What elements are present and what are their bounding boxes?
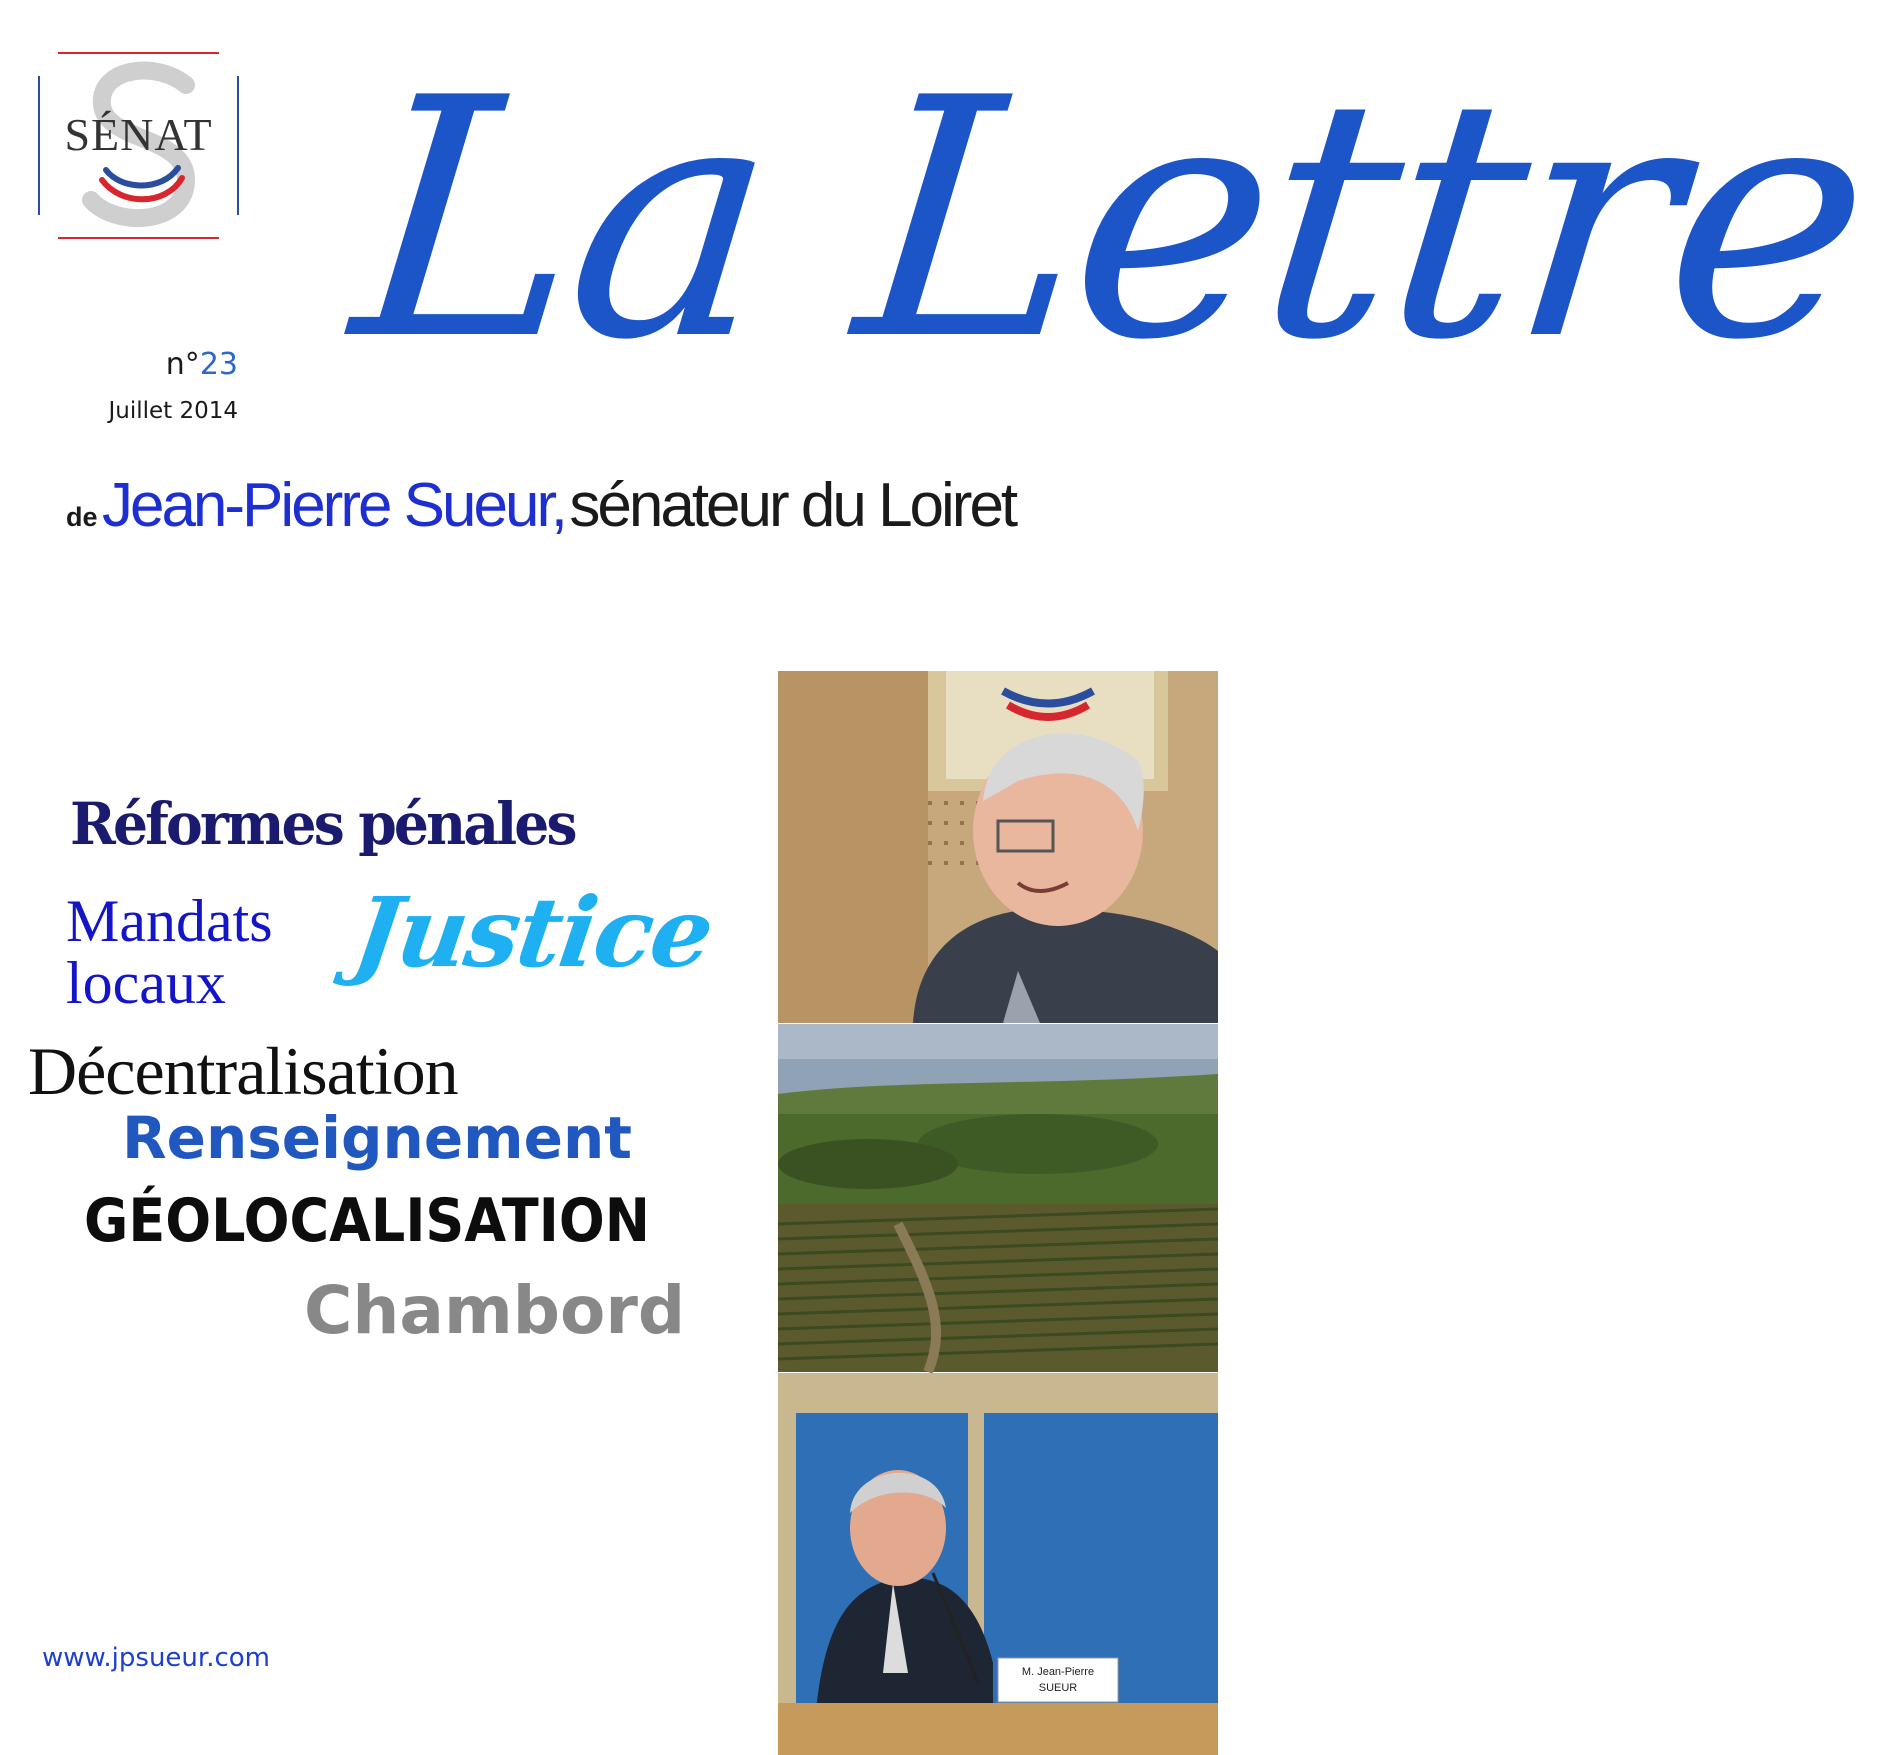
- nameplate-line2: SUEUR: [1038, 1682, 1078, 1694]
- byline-role: sénateur du Loiret: [569, 471, 1016, 540]
- nameplate-line1: M. Jean-Pierre: [1021, 1666, 1095, 1678]
- byline: [66, 470, 1015, 541]
- topic-geolocalisation: GÉOLOCALISATION: [84, 1186, 650, 1256]
- byline-name: Jean-Pierre Sueur,: [101, 471, 565, 540]
- newsletter-title: La Lettre: [340, 28, 1881, 412]
- issue-number-value: 23: [199, 347, 238, 382]
- senat-logo-text: SÉNAT: [64, 109, 213, 160]
- byline-prefix: de: [66, 502, 98, 532]
- issue-date: Juillet 2014: [108, 398, 238, 424]
- topic-decentralisation: Décentralisation: [28, 1033, 458, 1109]
- topic-reformes-penales: Réformes pénales: [70, 790, 575, 858]
- topic-chambord: Chambord: [304, 1272, 686, 1349]
- issue-number: [80, 347, 238, 382]
- photo-loire-vineyard: [778, 1024, 1218, 1372]
- topic-mandats-line2: locaux: [66, 950, 226, 1016]
- photo-senator-speech: [778, 1373, 1218, 1755]
- photo-senator-portrait: [778, 671, 1218, 1023]
- topic-justice: Justice: [347, 876, 719, 989]
- topic-mandats-line1: Mandats: [66, 888, 273, 954]
- topic-renseignement: Renseignement: [122, 1104, 632, 1172]
- website-link[interactable]: www.jpsueur.com: [42, 1643, 270, 1673]
- issue-prefix: n°: [165, 347, 200, 382]
- topic-mandats-locaux: [66, 890, 273, 1014]
